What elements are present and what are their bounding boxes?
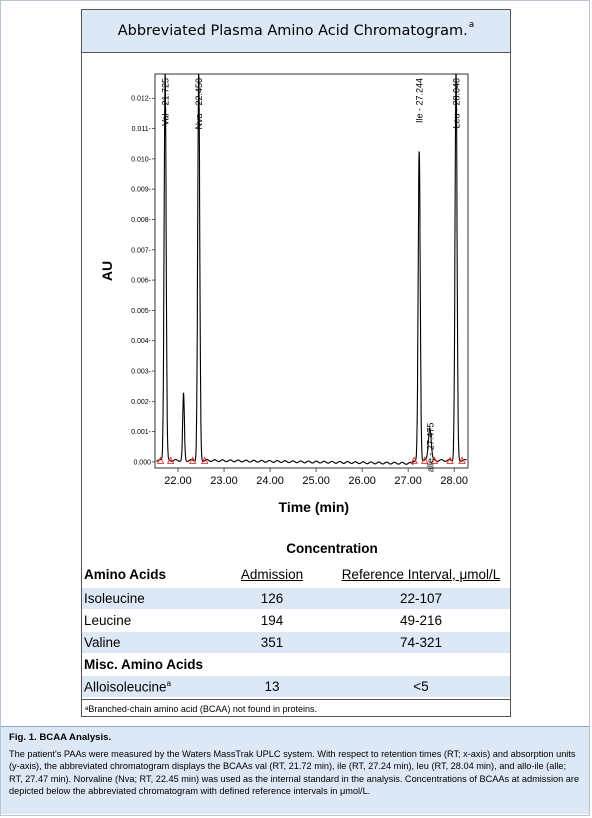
chart-title [82,10,510,53]
x-tick-label: 28.00 [440,475,468,487]
x-axis-label: Time (min) [278,499,350,515]
caption-text: The patient's PAAs were measured by the Waters MassTrak UPLC system. With respect to retention times (RT; x-axis) and absorption units (y-axis), the abbreviated chromatogram displays the BCAAs val (RT, 21.72 min), ile (RT, 27.24 min), leu (RT, 28.04 min), and allo-ile (alle; RT, 27.47 min). Norvaline (Nva; RT, 22.45 min) was used as the internal standard in the analysis. Concentrations of BCAAs at admission are depicted below the abbreviated chromatogram with defined reference intervals in μmol/L. [9,748,580,796]
row-name: Valine [84,635,121,650]
table-header-row [82,564,510,585]
y-tick-label: 0.012- [131,95,151,103]
peak-label: Val - 21.725 [160,77,171,126]
x-tick-label: 25.00 [302,475,330,487]
y-tick-label: 0.008- [131,216,151,224]
col-amino-acids: Amino Acids [84,567,167,582]
peak-label: Ile - 27.244 [414,78,425,124]
col-admission: Admission [240,567,304,582]
table-row [82,588,510,609]
x-tick-label: 23.00 [210,475,238,487]
y-tick-label: 0.010- [131,156,151,164]
y-tick-label: 0.001- [131,429,151,437]
y-tick-label: 0.005- [131,307,151,315]
y-tick-label: 0.007- [131,247,151,255]
chromatogram-chart [82,52,510,529]
x-tick-label: 22.00 [164,475,192,487]
y-tick-label: 0.000 [133,459,151,467]
chart-title-sup: a [468,20,475,30]
row-admission: 13 [264,679,280,694]
y-tick-label: 0.006- [131,277,151,285]
y-tick-label: 0.003- [131,368,151,376]
col-reference: Reference Interval, μmol/L [341,567,501,582]
concentration-header: Concentration [286,541,378,556]
y-tick-label: 0.004- [131,338,151,346]
row-reference: 49-216 [399,613,443,628]
table-row [82,632,510,653]
table-divider [82,699,510,700]
chart-title-text: Abbreviated Plasma Amino Acid Chromatogram. [117,23,468,39]
misc-row-name: Alloisoleucine [84,679,167,695]
row-reference: 74-321 [399,635,443,650]
row-name [84,679,171,695]
y-tick-label: 0.011- [131,126,151,134]
caption-title: Fig. 1. BCAA Analysis. [9,732,112,743]
x-tick-label: 26.00 [348,475,376,487]
y-tick-label: 0.009- [131,186,151,194]
row-reference: 22-107 [399,591,443,606]
table-footnote: ᵃBranched-chain amino acid (BCAA) not found in proteins. [85,704,317,714]
x-tick-label: 24.00 [256,475,284,487]
row-admission: 351 [260,635,284,650]
misc-header-row [82,654,510,675]
y-tick-label: 0.002- [131,398,151,406]
misc-header: Misc. Amino Acids [84,657,204,672]
misc-row-sup: a [166,679,172,688]
row-reference: <5 [413,679,429,694]
peak-label: Leu - 28.040 [451,78,462,129]
table-row [82,610,510,631]
figure-card [81,9,511,717]
y-axis-label: AU [99,260,115,282]
peak-label: Nva - 22.450 [194,77,205,130]
row-name: Isoleucine [84,591,145,606]
row-admission: 126 [260,591,284,606]
peak-label: alle - 27.475 [425,422,436,473]
row-admission: 194 [260,613,284,628]
table-row [82,676,510,697]
row-name: Leucine [84,613,132,628]
figure-caption [1,726,589,814]
x-tick-label: 27.00 [394,475,422,487]
